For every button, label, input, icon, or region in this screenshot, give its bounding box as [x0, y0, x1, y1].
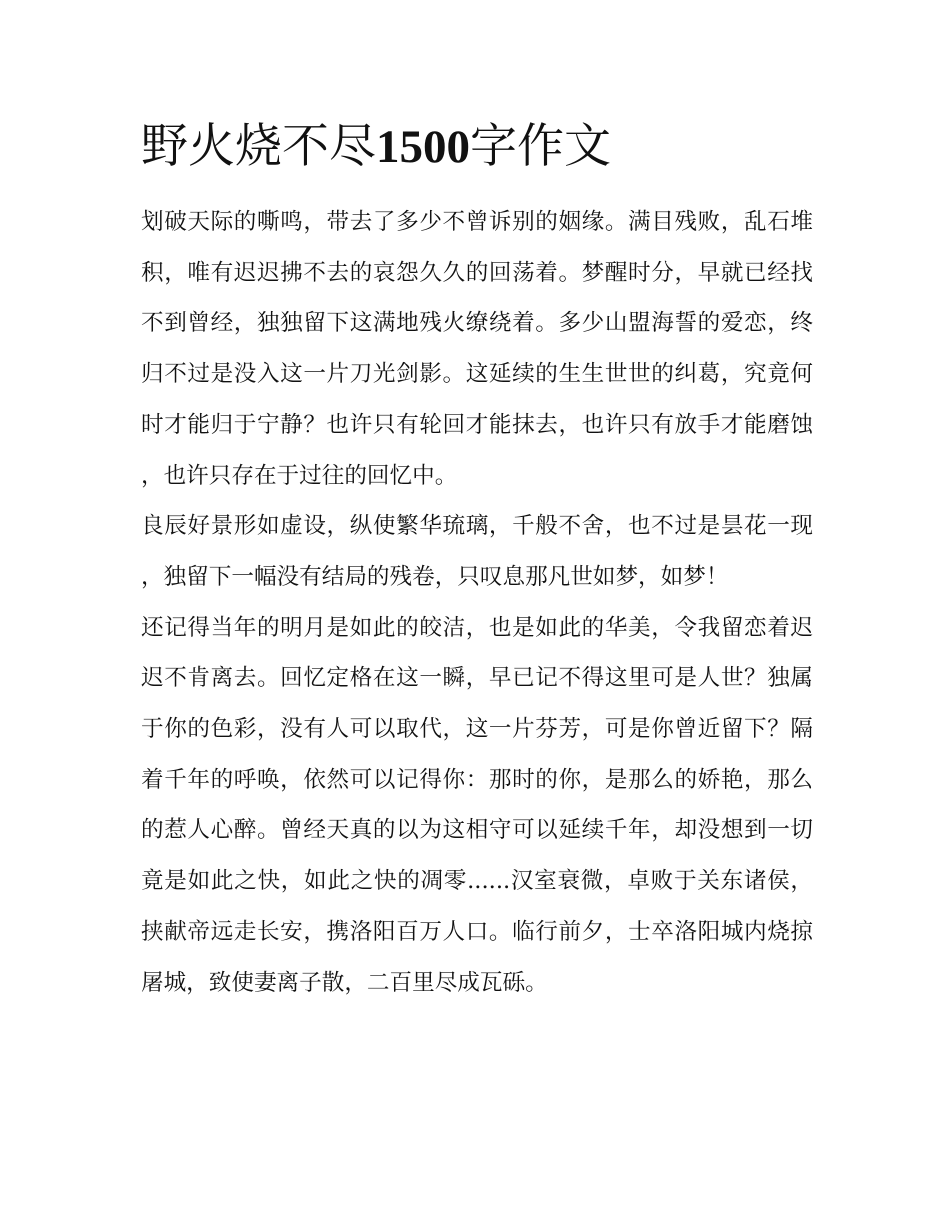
paragraph-1: 划破天际的嘶鸣，带去了多少不曾诉别的姻缘。满目残败，乱石堆积，唯有迟迟拂不去的哀怨久久的回荡着。梦醒时分，早就已经找不到曾经，独独留下这满地残火缭绕着。多少山盟海誓的爱恋，终归不过是没入这一片刀光剑影。这延续的生生世世的纠葛，究竟何时才能归于宁静？也许只有轮回才能抹去，也许只有放手才能磨蚀，也许只存在于过往的回忆中。: [141, 209, 813, 489]
title-suffix: 字作文: [470, 119, 611, 174]
page-title: [141, 114, 821, 180]
paragraph-2: 良辰好景形如虚设，纵使繁华琉璃，千般不舍，也不过是昙花一现，独留下一幅没有结局的残卷，只叹息那凡世如梦，如梦！: [141, 513, 813, 590]
paragraph-3: 还记得当年的明月是如此的皎洁，也是如此的华美，令我留恋着迟迟不肯离去。回忆定格在这一瞬，早已记不得这里可是人世？独属于你的色彩，没有人可以取代，这一片芬芳，可是你曾近留下？隔着千年的呼唤，依然可以记得你：那时的你，是那么的娇艳，那么的惹人心醉。曾经天真的以为这相守可以延续千年，却没想到一切竟是如此之快，如此之快的凋零......汉室衰微，卓败于关东诸侯，挟献帝远走长安，携洛阳百万人口。临行前夕，士卒洛阳城内烧掠屠城，致使妻离子散，二百里尽成瓦砾。: [141, 614, 813, 996]
essay-body: [141, 197, 813, 1008]
title-prefix: 野火烧不尽: [141, 119, 376, 174]
title-number: 1500: [376, 121, 470, 173]
